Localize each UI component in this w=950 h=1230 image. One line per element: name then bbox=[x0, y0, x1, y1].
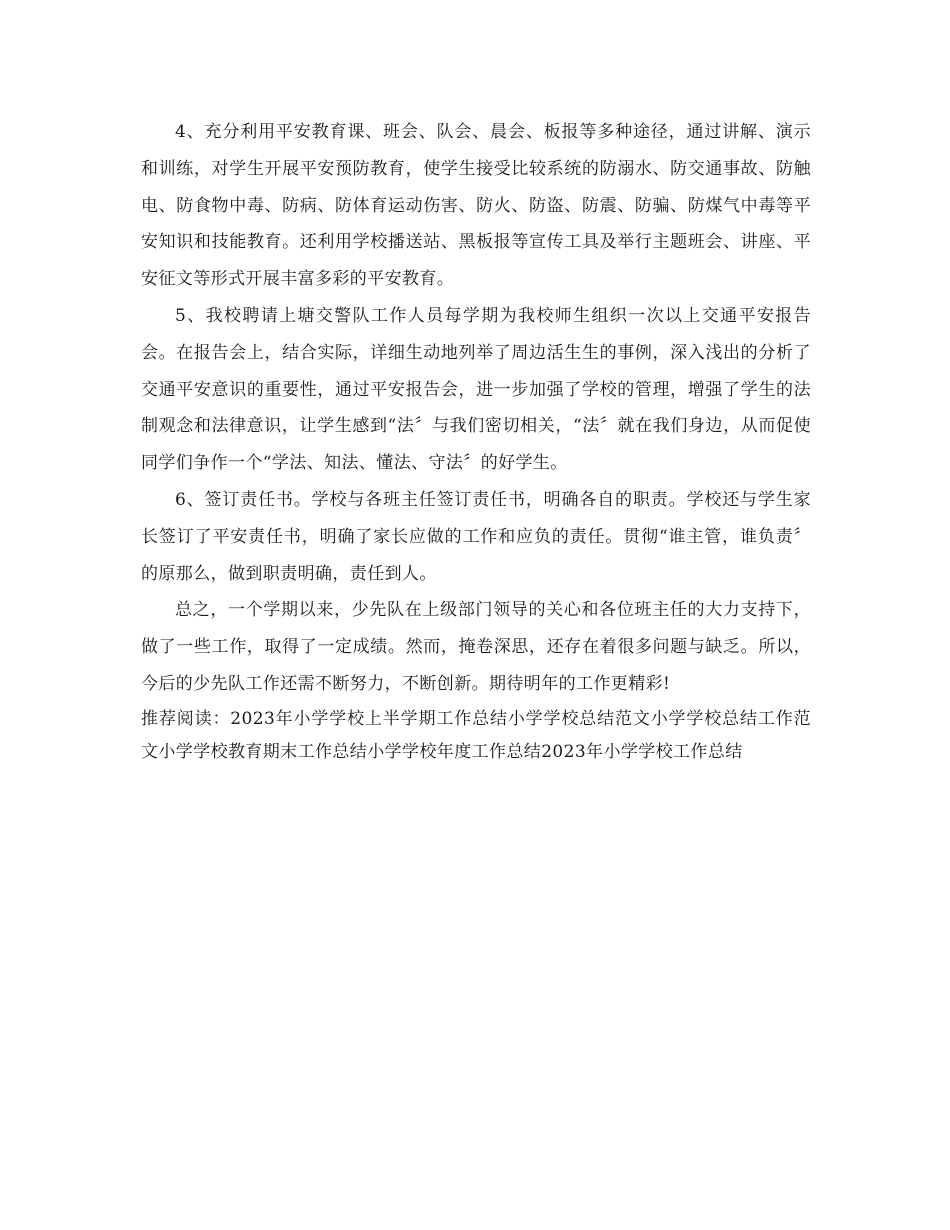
document-page bbox=[141, 114, 811, 769]
paragraph-conclusion: 总之，一个学期以来，少先队在上级部门领导的关心和各位班主任的大力支持下，做了一些工作，取得了一定成绩。然而，掩卷深思，还存在着很多问题与缺乏。所以，今后的少先队工作还需不断努力，不断创新。期待明年的工作更精彩! bbox=[141, 600, 811, 694]
paragraph-traffic-report: 5、我校聘请上塘交警队工作人员每学期为我校师生组织一次以上交通平安报告会。在报告会上，结合实际，详细生动地列举了周边活生生的事例，深入浅出的分析了交通平安意识的重要性，通过平安报告会，进一步加强了学校的管理，增强了学生的法制观念和法律意识，让学生感到“法〞与我们密切相关，“法〞就在我们身边，从而促使同学们争作一个“学法、知法、懂法、守法〞的好学生。 bbox=[141, 305, 811, 474]
recommended-reading: 推荐阅读：2023年小学学校上半学期工作总结小学学校总结范文小学学校总结工作范文小学学校教育期末工作总结小学学校年度工作总结2023年小学学校工作总结 bbox=[141, 708, 811, 762]
paragraph-safety-education: 4、充分利用平安教育课、班会、队会、晨会、板报等多种途径，通过讲解、演示和训练，对学生开展平安预防教育，使学生接受比较系统的防溺水、防交通事故、防触电、防食物中毒、防病、防体育运动伤害、防火、防盗、防震、防骗、防煤气中毒等平安知识和技能教育。还利用学校播送站、黑板报等宣传工具及举行主题班会、讲座、平安征文等形式开展丰富多彩的平安教育。 bbox=[141, 122, 811, 290]
paragraph-responsibility: 6、签订责任书。学校与各班主任签订责任书，明确各自的职责。学校还与学生家长签订了平安责任书，明确了家长应做的工作和应负的责任。贯彻“谁主管，谁负责〞的原那么，做到职责明确，责任到人。 bbox=[141, 489, 811, 584]
